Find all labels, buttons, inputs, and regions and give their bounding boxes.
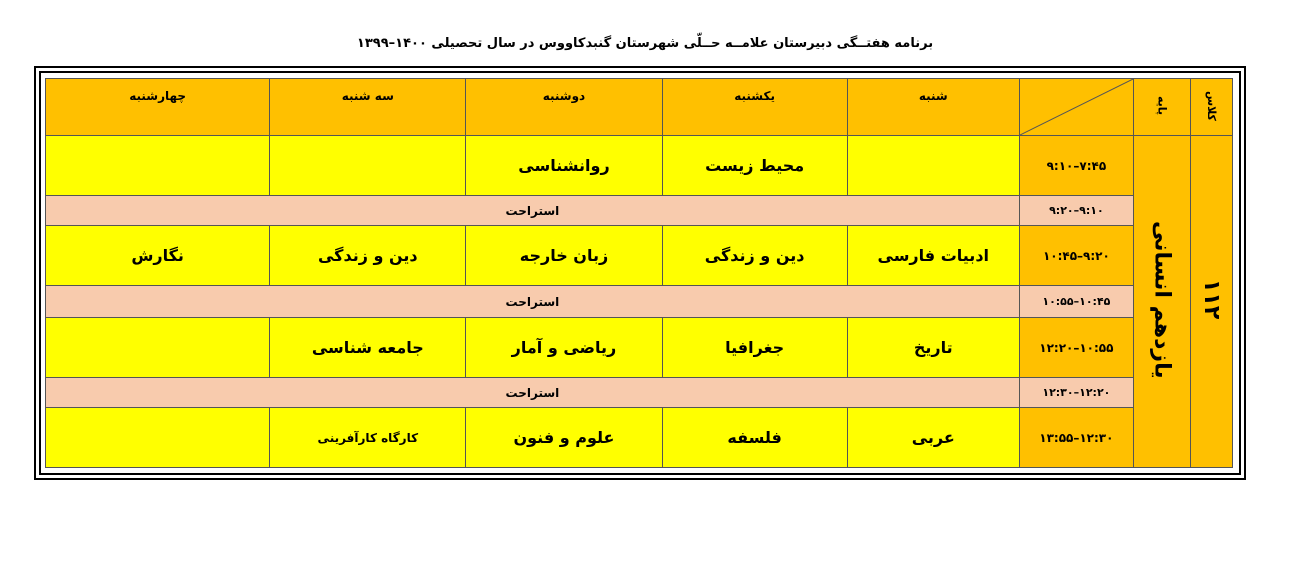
diagonal-corner-cell [1019, 79, 1133, 136]
class-value: ۱۱۲ [1190, 136, 1232, 468]
lesson-cell: زبان خارجه [466, 226, 662, 286]
break-time-slot: ۱۰:۵۵–۱۰:۴۵ [1019, 286, 1133, 318]
break-label: استراحت [46, 286, 1020, 318]
day-header-tuesday: سه شنبه [270, 79, 466, 136]
break-label: استراحت [46, 378, 1020, 408]
break-label: استراحت [46, 196, 1020, 226]
lesson-cell: عربی [847, 408, 1019, 468]
lesson-cell: ادبیات فارسی [847, 226, 1019, 286]
grade-value: یازدهم انسانی [1133, 136, 1190, 468]
class-header: کلاس [1190, 79, 1232, 136]
lesson-cell: کارگاه کارآفرینی [270, 408, 466, 468]
lesson-cell: روانشناسی [466, 136, 662, 196]
lesson-cell: نگارش [46, 226, 270, 286]
lesson-cell [270, 136, 466, 196]
grade-header: پایه [1133, 79, 1190, 136]
day-header-sunday: یکشنبه [662, 79, 847, 136]
day-header-wednesday: چهارشنبه [46, 79, 270, 136]
lesson-cell: دین و زندگی [662, 226, 847, 286]
lesson-cell [847, 136, 1019, 196]
time-slot: ۱۲:۲۰–۱۰:۵۵ [1019, 318, 1133, 378]
lesson-cell: ریاضی و آمار [466, 318, 662, 378]
lesson-cell: فلسفه [662, 408, 847, 468]
time-slot: ۱۳:۵۵–۱۲:۳۰ [1019, 408, 1133, 468]
page-title: برنامه هفتــگی دبیرستان علامــه حــلّی شهرستان گنبدکاووس در سال تحصیلی ۱۴۰۰–۱۳۹۹ [356, 36, 934, 51]
lesson-cell [46, 136, 270, 196]
schedule-row-1 [46, 136, 1233, 196]
time-slot: ۱۰:۴۵–۹:۲۰ [1019, 226, 1133, 286]
schedule-row-2 [46, 226, 1233, 286]
lesson-cell: دین و زندگی [270, 226, 466, 286]
lesson-cell: جامعه شناسی [270, 318, 466, 378]
header-row [46, 79, 1233, 136]
schedule-table [45, 78, 1233, 468]
lesson-cell: جغرافیا [662, 318, 847, 378]
lesson-cell: تاریخ [847, 318, 1019, 378]
break-time-slot: ۱۲:۳۰–۱۲:۲۰ [1019, 378, 1133, 408]
break-row-2 [46, 286, 1233, 318]
day-header-monday: دوشنبه [466, 79, 662, 136]
lesson-cell: محیط زیست [662, 136, 847, 196]
break-row-3 [46, 378, 1233, 408]
time-slot: ۹:۱۰–۷:۴۵ [1019, 136, 1133, 196]
schedule-row-4 [46, 408, 1233, 468]
break-time-slot: ۹:۲۰–۹:۱۰ [1019, 196, 1133, 226]
lesson-cell [46, 408, 270, 468]
lesson-cell [46, 318, 270, 378]
lesson-cell: علوم و فنون [466, 408, 662, 468]
schedule-row-3 [46, 318, 1233, 378]
break-row-1 [46, 196, 1233, 226]
day-header-saturday: شنبه [847, 79, 1019, 136]
